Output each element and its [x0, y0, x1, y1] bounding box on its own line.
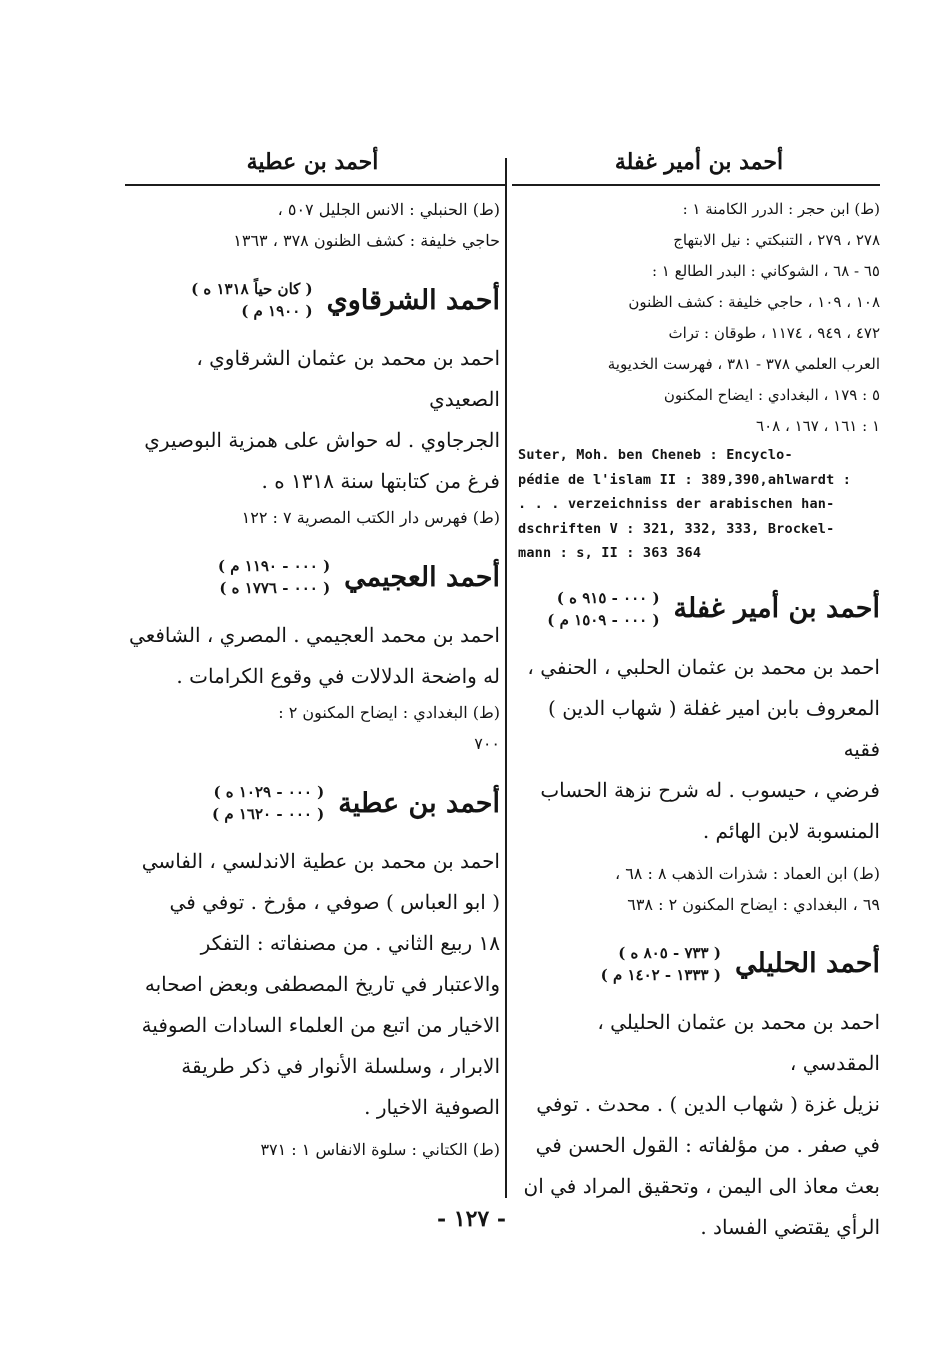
hijri-dates: ( ٠٠٠ - ١٠٢٩ ه )	[213, 783, 325, 801]
left-column-header: أحمد بن عطية	[246, 149, 379, 175]
entry-text-line: بعث معاذ الى اليمن ، وتحقيق المراد في ان	[523, 1173, 880, 1198]
entry-text-line: والاعتبار في تاريخ المصطفى وبعض اصحابه	[144, 972, 500, 996]
reference-line: (ط) ابن العماد : شذرات الذهب ٨ : ٦٨ ،	[614, 863, 880, 883]
gregorian-dates: ( ٠٠٠ - ١٥٠٩ م )	[547, 610, 660, 629]
reference-line: (ط) الكتاني : سلوة الانفاس ١ : ٣٧١	[260, 1140, 500, 1159]
reference-line: ٦٥ - ٦٨ ، الشوكاني : البدر الطالع ١ :	[651, 262, 880, 280]
latin-reference-line: Suter, Moh. ben Cheneb : Encyclo-	[518, 447, 793, 463]
entry-text-line: الابرار ، وسلسلة الأنوار في ذكر طريقة	[181, 1054, 500, 1078]
entry-text-line: له واضحة الدلالات في وقوع الكرامات .	[176, 664, 500, 688]
reference-line: (ط) ابن حجر : الدرر الكامنة ١ :	[682, 200, 880, 218]
right-column-header: أحمد بن أمير غفلة	[614, 149, 784, 175]
entry-text-line: المنسوبة لابن الهائم .	[702, 818, 880, 843]
reference-line: ٧٠٠	[474, 734, 500, 753]
entry-dates	[547, 587, 659, 631]
entry-dates	[191, 278, 313, 322]
hijri-dates: ( ٠٠٠ - ١٧٧٦ ه )	[219, 579, 331, 597]
entry-text-line: في صفر . من مؤلفاته : القول الحسن في	[535, 1132, 880, 1157]
reference-line: ٤٧٢ ، ٩٤٩ ، ١١٧٤ ، طوقان : تراث	[668, 324, 880, 342]
reference-line: ١٠٨ ، ١٠٩ ، حاجي خليفة : كشف الظنون	[628, 293, 880, 311]
entry-dates	[212, 781, 324, 825]
entry-name: أحمد العجيمي	[344, 561, 500, 593]
reference-line: حاجي خليفة : كشف الظنون ٣٧٨ ، ١٣٦٣	[233, 231, 500, 250]
latin-reference-line: mann : s, II : 363 364	[518, 545, 702, 561]
entry-text-line: ( ابو العباس ) صوفي ، مؤرخ . توفي في	[169, 890, 500, 914]
gregorian-dates: ( ٠٠٠ - ١٦٢٠ م )	[212, 805, 325, 823]
entry-text-line: الجرجاوي . له حواش على همزية البوصيري	[144, 428, 500, 452]
reference-line: (ط) الحنبلي : الانس الجليل ٥٠٧ ،	[277, 200, 500, 219]
latin-reference-line: dschriften V : 321, 332, 333, Brockel-	[518, 520, 835, 537]
entry-heading	[125, 781, 500, 825]
hijri-dates: ( ٧٣٣ - ٨٠٥ ه )	[618, 943, 721, 962]
left-column	[125, 140, 500, 1165]
entry-text-line: نزيل غزة ( شهاب الدين ) . محدث . توفي	[536, 1091, 880, 1116]
right-header-rule	[512, 184, 880, 186]
entry-text-line: فرغ من كتابتها سنة ١٣١٨ ه .	[261, 469, 500, 493]
entry-name: أحمد الحليلي	[734, 948, 880, 979]
reference-line: ٢٧٨ ، ٢٧٩ ، التنبكتي : نيل الابتهاج	[673, 231, 880, 249]
reference-line: ١ : ١٦١ ، ١٦٧ ، ٦٠٨	[756, 417, 880, 435]
reference-line: (ط) فهرس دار الكتب المصرية ٧ : ١٢٢	[241, 508, 500, 527]
reference-line: العرب العلمي ٣٧٨ - ٣٨١ ، فهرست الخديوية	[607, 355, 880, 373]
entry-name: أحمد بن أمير غفلة	[673, 593, 880, 624]
entry-heading	[125, 555, 500, 599]
gregorian-dates: ( ٠٠٠ - ١١٩٠ م )	[217, 557, 331, 575]
entry-text-line: الرأي يقتضي الفساد .	[700, 1214, 880, 1239]
entry-heading	[518, 587, 880, 631]
latin-references	[518, 444, 880, 565]
reference-line: ٥ : ١٧٩ ، البغدادي : ايضاح المكنون	[663, 386, 880, 404]
latin-reference-line: pédie de l'islam II : 389,390,ahlwardt :	[518, 471, 852, 488]
entry-text-line: احمد بن محمد بن عطية الاندلسي ، الفاسي	[141, 849, 500, 873]
reference-line: (ط) البغدادي : ايضاح المكنون ٢ :	[278, 703, 500, 722]
gregorian-dates: ( ١٣٣٣ - ١٤٠٢ م )	[600, 965, 721, 984]
right-column	[518, 140, 880, 1248]
latin-reference-line: . . . verzeichniss der arabischen han-	[518, 496, 835, 512]
entry-text-line: المعروف بابن امير غفلة ( شهاب الدين ) فقيه	[548, 695, 880, 761]
reference-line: ٦٩ ، البغدادي : ايضاح المكنون ٢ : ٦٣٨	[627, 894, 880, 914]
entry-text-line: احمد بن محمد بن عثمان الحليلي ، المقدسي ،	[597, 1009, 880, 1075]
hijri-dates: ( ٠٠٠ - ٩١٥ ه )	[556, 588, 660, 607]
gregorian-dates: ( ١٩٠٠ م )	[241, 302, 313, 320]
page-number: - ١٢٧ -	[436, 1206, 507, 1232]
entry-name: أحمد بن عطية	[338, 787, 500, 819]
entry-dates	[218, 555, 330, 599]
entry-text-line: ١٨ ربيع الثاني . من مصنفاته : التفكر	[200, 931, 500, 955]
entry-text-line: احمد بن محمد بن عثمان الشرقاوي ، الصعيدي	[196, 346, 500, 411]
entry-heading	[518, 942, 880, 986]
entry-heading	[125, 278, 500, 322]
left-header-rule	[125, 184, 506, 186]
entry-text-line: احمد بن محمد بن عثمان الحلبي ، الحنفي ،	[527, 654, 880, 679]
entry-dates	[601, 942, 721, 986]
column-divider	[505, 158, 507, 1198]
entry-text-line: الاخيار من اتبع من العلماء السادات الصوفية	[141, 1013, 500, 1037]
entry-name: أحمد الشرقاوي	[326, 284, 500, 316]
entry-text-line: فرضي ، حيسوب . له شرح نزهة الحساب	[540, 777, 880, 802]
hijri-dates: ( كان حياً ١٣١٨ ه )	[191, 280, 313, 298]
entry-text-line: احمد بن محمد العجيمي . المصري ، الشافعي	[129, 623, 500, 647]
entry-text-line: الصوفية الاخيار .	[364, 1095, 500, 1119]
